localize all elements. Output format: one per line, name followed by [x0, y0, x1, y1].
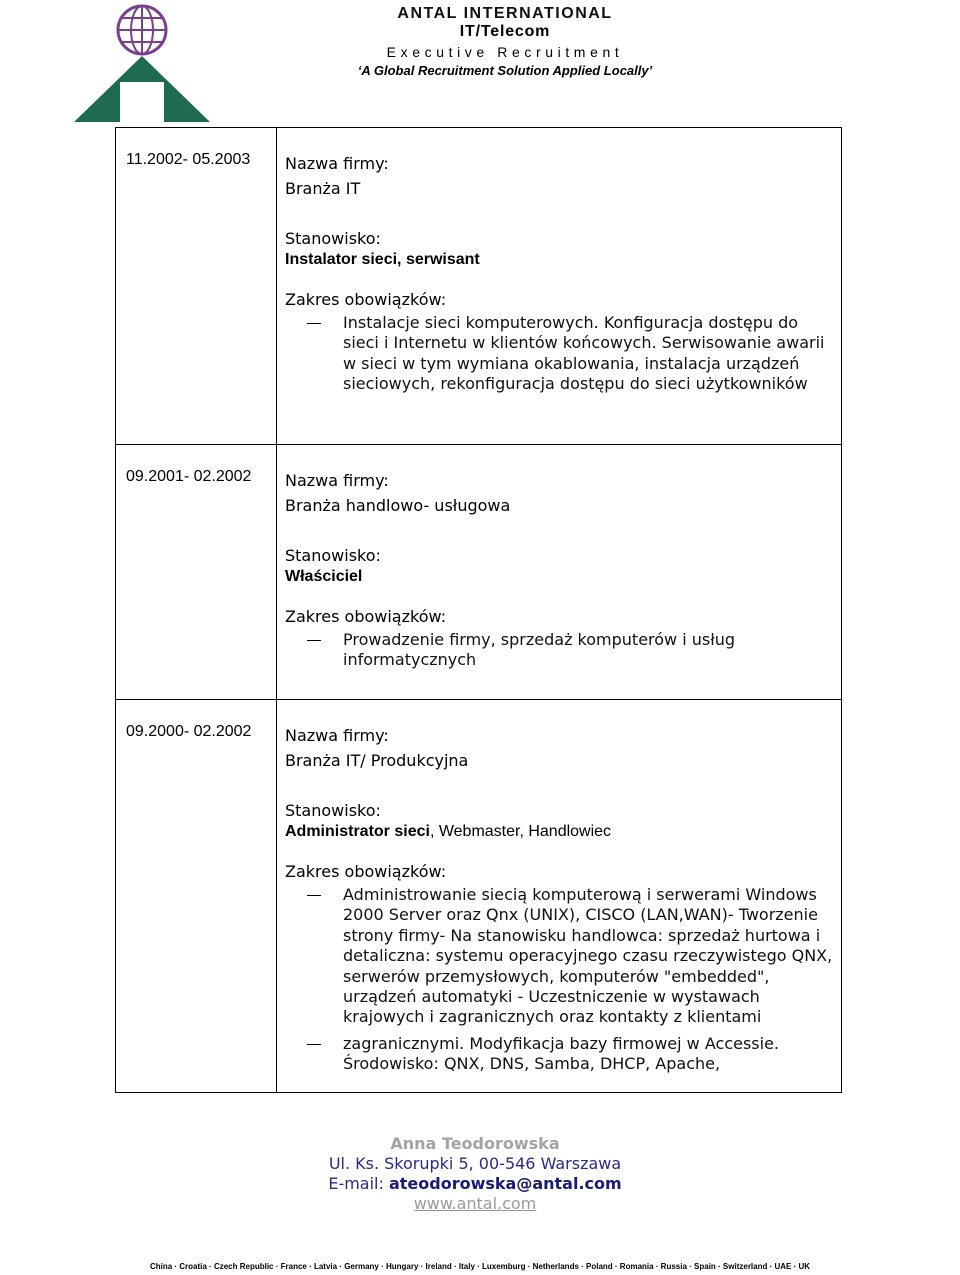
entry-details — [285, 154, 835, 395]
company-value: Branża handlowo- usługowa — [285, 496, 511, 515]
dash-icon — [307, 323, 321, 324]
antal-logo-icon — [72, 2, 212, 126]
consultant-name: Anna Teodorowska — [390, 1134, 560, 1153]
website-link[interactable]: www.antal.com — [413, 1194, 537, 1213]
company-value: Branża IT/ Produkcyjna — [285, 751, 469, 770]
company-label: Nazwa firmy: — [285, 726, 389, 745]
entry-date: 09.2001- 02.2002 — [126, 468, 252, 485]
consultant-footer — [280, 1134, 670, 1214]
company-label: Nazwa firmy: — [285, 471, 389, 490]
experience-table — [115, 127, 842, 1093]
consultant-address: Ul. Ks. Skorupki 5, 00-546 Warszawa — [328, 1154, 622, 1173]
experience-row — [116, 445, 841, 700]
company-value: Branża IT — [285, 179, 361, 198]
position-value: Właściciel — [285, 568, 363, 585]
company-name: ANTAL INTERNATIONAL — [397, 5, 613, 22]
position-label: Stanowisko: — [285, 229, 381, 248]
duty-item: Prowadzenie firmy, sprzedaż komputerów i usług informatycznych — [285, 630, 835, 671]
duties-label: Zakres obowiązków: — [285, 607, 447, 626]
motto: ‘A Global Recruitment Solution Applied Locally’ — [357, 63, 653, 78]
tagline: Executive Recruitment — [386, 44, 624, 60]
position-value: Instalator sieci, serwisant — [285, 251, 480, 268]
division-name: IT/Telecom — [459, 23, 551, 40]
duties-label: Zakres obowiązków: — [285, 290, 447, 309]
company-label: Nazwa firmy: — [285, 154, 389, 173]
letterhead — [330, 4, 680, 80]
dash-icon — [307, 1044, 321, 1045]
duty-item: Instalacje sieci komputerowych. Konfiguracja dostępu do sieci i Internetu w klientów końcowych. Serwisowanie awarii w sieci w tym wymiana okablowania, instalacja urządzeń sieciowych, rekonfiguracja dostępu do sieci użytkowników — [285, 313, 835, 395]
position-label: Stanowisko: — [285, 546, 381, 565]
entry-date: 09.2000- 02.2002 — [126, 723, 252, 740]
position-label: Stanowisko: — [285, 801, 381, 820]
duty-item: Administrowanie siecią komputerową i serwerami Windows 2000 Server oraz Qnx (UNIX), CISCO (LAN,WAN)- Tworzenie strony firmy- Na stanowisku handlowca: sprzedaż hurtowa i detaliczna: systemu operacyjnego czasu rzeczywistego QNX, serwerów przemysłowych, komputerów "embedded", urządzeń automatyki - Uczestniczenie w wystawach krajowych i zagranicznych oraz kontakty z klientami — [285, 885, 835, 1028]
duties-label: Zakres obowiązków: — [285, 862, 447, 881]
entry-details — [285, 471, 835, 671]
entry-details — [285, 726, 835, 1075]
country-list: China · Croatia · Czech Republic · France · Latvia · Germany · Hungary · Ireland · Italy · Luxemburg · Netherlands · Poland · Romania · Russia · Spain · Switzerland · UAE · UK — [149, 1262, 811, 1271]
email-link[interactable]: ateodorowska@antal.com — [388, 1174, 622, 1193]
duty-item: zagranicznymi. Modyfikacja bazy firmowej w Accessie. Środowisko: QNX, DNS, Samba, DHCP, Apache, — [285, 1034, 835, 1075]
dash-icon — [307, 895, 321, 896]
experience-row — [116, 128, 841, 444]
consultant-email: E-mail: ateodorowska@antal.com — [328, 1174, 622, 1193]
entry-date: 11.2002- 05.2003 — [126, 151, 251, 168]
experience-row — [116, 700, 841, 1092]
dash-icon — [307, 640, 321, 641]
position-value: Administrator sieci, Webmaster, Handlowiec — [285, 823, 612, 840]
